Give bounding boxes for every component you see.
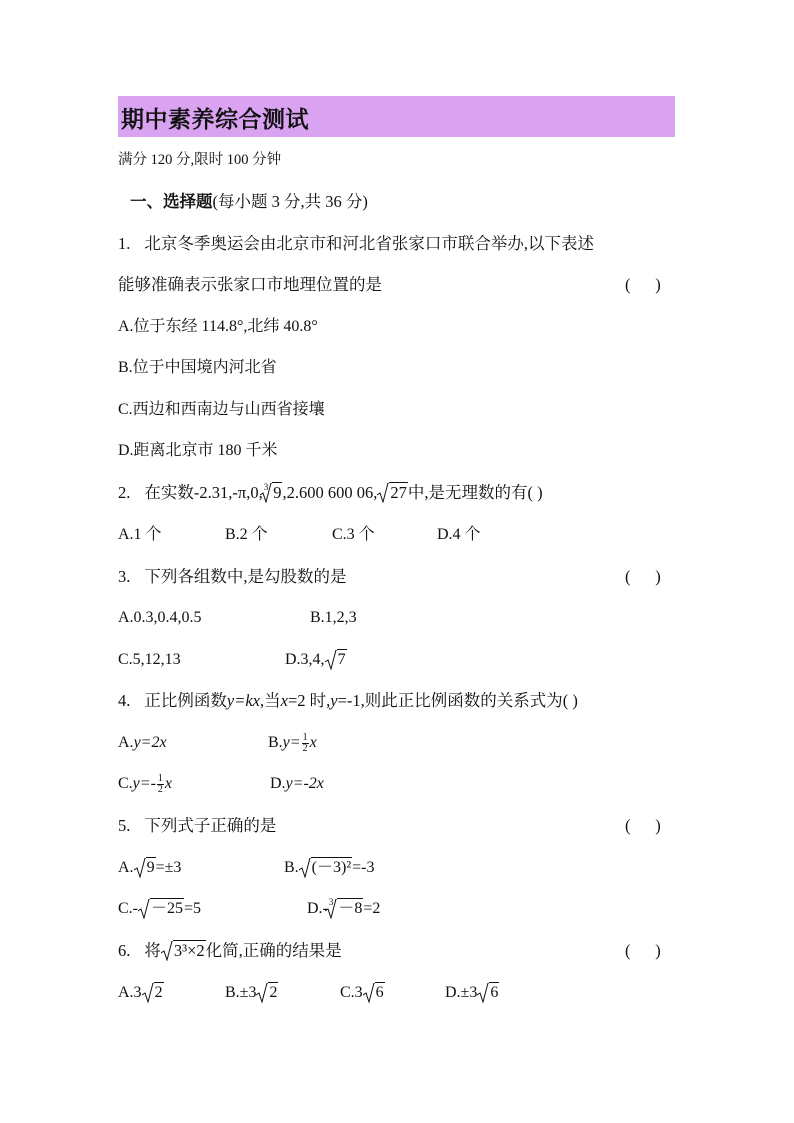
option-label: C.3 xyxy=(340,984,363,1001)
square-root xyxy=(299,857,352,879)
question-text: 北京冬季奥运会由北京市和河北省张家口市联合举办,以下表述 xyxy=(144,234,594,253)
radical-sign-icon xyxy=(377,483,389,503)
numerator: 1 xyxy=(157,772,163,784)
option-label: A. xyxy=(118,859,134,876)
q4-option-a xyxy=(118,732,167,754)
radical-sign-icon xyxy=(138,899,150,919)
square-root xyxy=(377,482,408,504)
option-label: D. xyxy=(270,775,286,792)
question-6 xyxy=(118,940,342,962)
expression: y=- xyxy=(132,775,156,792)
expression: x xyxy=(164,775,173,792)
q5-option-d xyxy=(307,898,380,921)
question-number: 6. xyxy=(118,941,131,960)
square-root xyxy=(161,940,206,962)
radicand: 6 xyxy=(490,984,499,1001)
radicand: 2 xyxy=(154,984,163,1001)
radicand: 3³×2 xyxy=(173,941,205,960)
q3-option-d xyxy=(285,649,347,671)
option-label: D.±3 xyxy=(445,984,478,1001)
expression: y=2x xyxy=(133,734,167,751)
expression: x xyxy=(309,734,317,751)
q5-option-c xyxy=(118,898,201,920)
radicand: 2 xyxy=(269,984,278,1001)
radicand: －8 xyxy=(338,900,363,917)
q6-option-c xyxy=(340,982,385,1004)
question-text: =-1,则此正比例函数的关系式为( ) xyxy=(337,691,578,710)
square-root xyxy=(138,898,184,920)
q2-option-a: A.1 个 xyxy=(118,526,162,543)
radicand: －25 xyxy=(151,900,184,917)
q1-option-a: A.位于东经 114.8°,北纬 40.8° xyxy=(118,318,318,335)
radicand: (－3)² xyxy=(311,859,352,876)
q6-option-b xyxy=(225,982,278,1004)
question-number: 5. xyxy=(118,816,131,835)
radical-sign-icon xyxy=(325,899,337,919)
q6-option-d xyxy=(445,982,499,1004)
option-label: C. xyxy=(118,775,133,792)
q3-option-a: A.0.3,0.4,0.5 xyxy=(118,609,202,626)
q6-option-a xyxy=(118,982,164,1004)
q2-option-d: D.4 个 xyxy=(437,526,481,543)
option-text: =5 xyxy=(184,900,202,917)
question-text: 在实数-2.31,-π,0, xyxy=(144,483,263,502)
radicand: 6 xyxy=(375,984,384,1001)
q3-option-b: B.1,2,3 xyxy=(310,609,357,626)
expression: y= xyxy=(282,734,301,751)
section-note: (每小题 3 分,共 36 分) xyxy=(212,192,368,211)
q4-option-b xyxy=(268,732,317,754)
question-5 xyxy=(118,815,276,837)
equation: y=kx xyxy=(226,691,260,710)
section-title: 一、选择题 xyxy=(130,192,213,211)
radical-sign-icon xyxy=(325,650,337,670)
page-title: 期中素养综合测试 xyxy=(121,106,309,133)
q1-option-d: D.距离北京市 180 千米 xyxy=(118,442,278,459)
question-number: 2. xyxy=(118,483,131,502)
square-root xyxy=(256,982,278,1004)
radicand: 9 xyxy=(273,483,282,502)
option-text: =2 xyxy=(363,900,381,917)
answer-blank: ( ) xyxy=(625,567,661,586)
radical-sign-icon xyxy=(134,858,146,878)
radical-sign-icon xyxy=(363,983,375,1003)
q5-option-b xyxy=(284,857,375,879)
answer-blank: ( ) xyxy=(625,941,661,960)
question-text: 下列各组数中,是勾股数的是 xyxy=(144,567,347,586)
radical-sign-icon xyxy=(142,983,154,1003)
numerator: 1 xyxy=(302,731,308,743)
radical-sign-icon xyxy=(477,983,489,1003)
radical-sign-icon xyxy=(161,941,173,961)
q2-option-c: C.3 个 xyxy=(332,526,375,543)
option-label: D.- xyxy=(307,900,328,917)
denominator: 2 xyxy=(302,742,308,754)
square-root xyxy=(325,649,347,671)
option-label: B. xyxy=(268,734,283,751)
q3-option-c: C.5,12,13 xyxy=(118,651,181,668)
question-text: ,2.600 600 06, xyxy=(282,483,378,502)
question-text: 正比例函数 xyxy=(144,691,227,710)
radical-sign-icon xyxy=(256,983,268,1003)
q1-option-b: B.位于中国境内河北省 xyxy=(118,359,277,376)
cube-root xyxy=(325,898,363,920)
radicand: 7 xyxy=(337,651,346,668)
q2-option-b: B.2 个 xyxy=(225,526,268,543)
question-4 xyxy=(118,690,578,712)
exam-subtitle: 满分 120 分,限时 100 分钟 xyxy=(118,152,282,168)
option-label: C.- xyxy=(118,900,138,917)
radical-sign-icon xyxy=(260,483,272,503)
fraction xyxy=(157,774,164,795)
question-text: 将 xyxy=(144,941,161,960)
option-label: A.3 xyxy=(118,984,142,1001)
cube-root-index: 3 xyxy=(263,482,269,492)
cube-root xyxy=(260,482,282,504)
fraction xyxy=(302,733,309,754)
option-text: =±3 xyxy=(155,859,182,876)
q5-option-a xyxy=(118,857,181,879)
option-text: =-3 xyxy=(352,859,375,876)
answer-blank: ( ) xyxy=(625,275,661,294)
question-1-line-2: 能够准确表示张家口市地理位置的是 xyxy=(118,275,382,294)
question-text: 中,是无理数的有( ) xyxy=(407,483,543,502)
q1-option-c: C.西边和西南边与山西省接壤 xyxy=(118,401,325,418)
radical-sign-icon xyxy=(299,858,311,878)
variable: x xyxy=(280,691,288,710)
question-number: 1. xyxy=(118,234,131,253)
variable: y xyxy=(330,691,338,710)
square-root xyxy=(363,982,385,1004)
radicand: 9 xyxy=(146,859,155,876)
radicand: 27 xyxy=(390,483,407,502)
question-1-line-1 xyxy=(118,233,594,255)
option-label: B. xyxy=(284,859,299,876)
question-number: 3. xyxy=(118,567,131,586)
question-text: 下列式子正确的是 xyxy=(144,816,277,835)
question-text: 化简,正确的结果是 xyxy=(205,941,342,960)
section-heading xyxy=(130,191,368,213)
square-root xyxy=(142,982,164,1004)
expression: y=-2x xyxy=(285,775,324,792)
square-root xyxy=(477,982,499,1004)
q4-option-d xyxy=(270,773,324,795)
option-text: D.3,4, xyxy=(285,651,325,668)
option-label: A. xyxy=(118,734,134,751)
question-text: ,当 xyxy=(259,691,281,710)
cube-root-index: 3 xyxy=(328,897,334,907)
answer-blank: ( ) xyxy=(625,816,661,835)
q4-option-c xyxy=(118,773,172,795)
question-text: =2 时, xyxy=(287,691,331,710)
denominator: 2 xyxy=(157,783,163,795)
question-number: 4. xyxy=(118,691,131,710)
question-2 xyxy=(118,482,543,506)
square-root xyxy=(134,857,156,879)
option-label: B.±3 xyxy=(225,984,257,1001)
question-3 xyxy=(118,566,347,588)
